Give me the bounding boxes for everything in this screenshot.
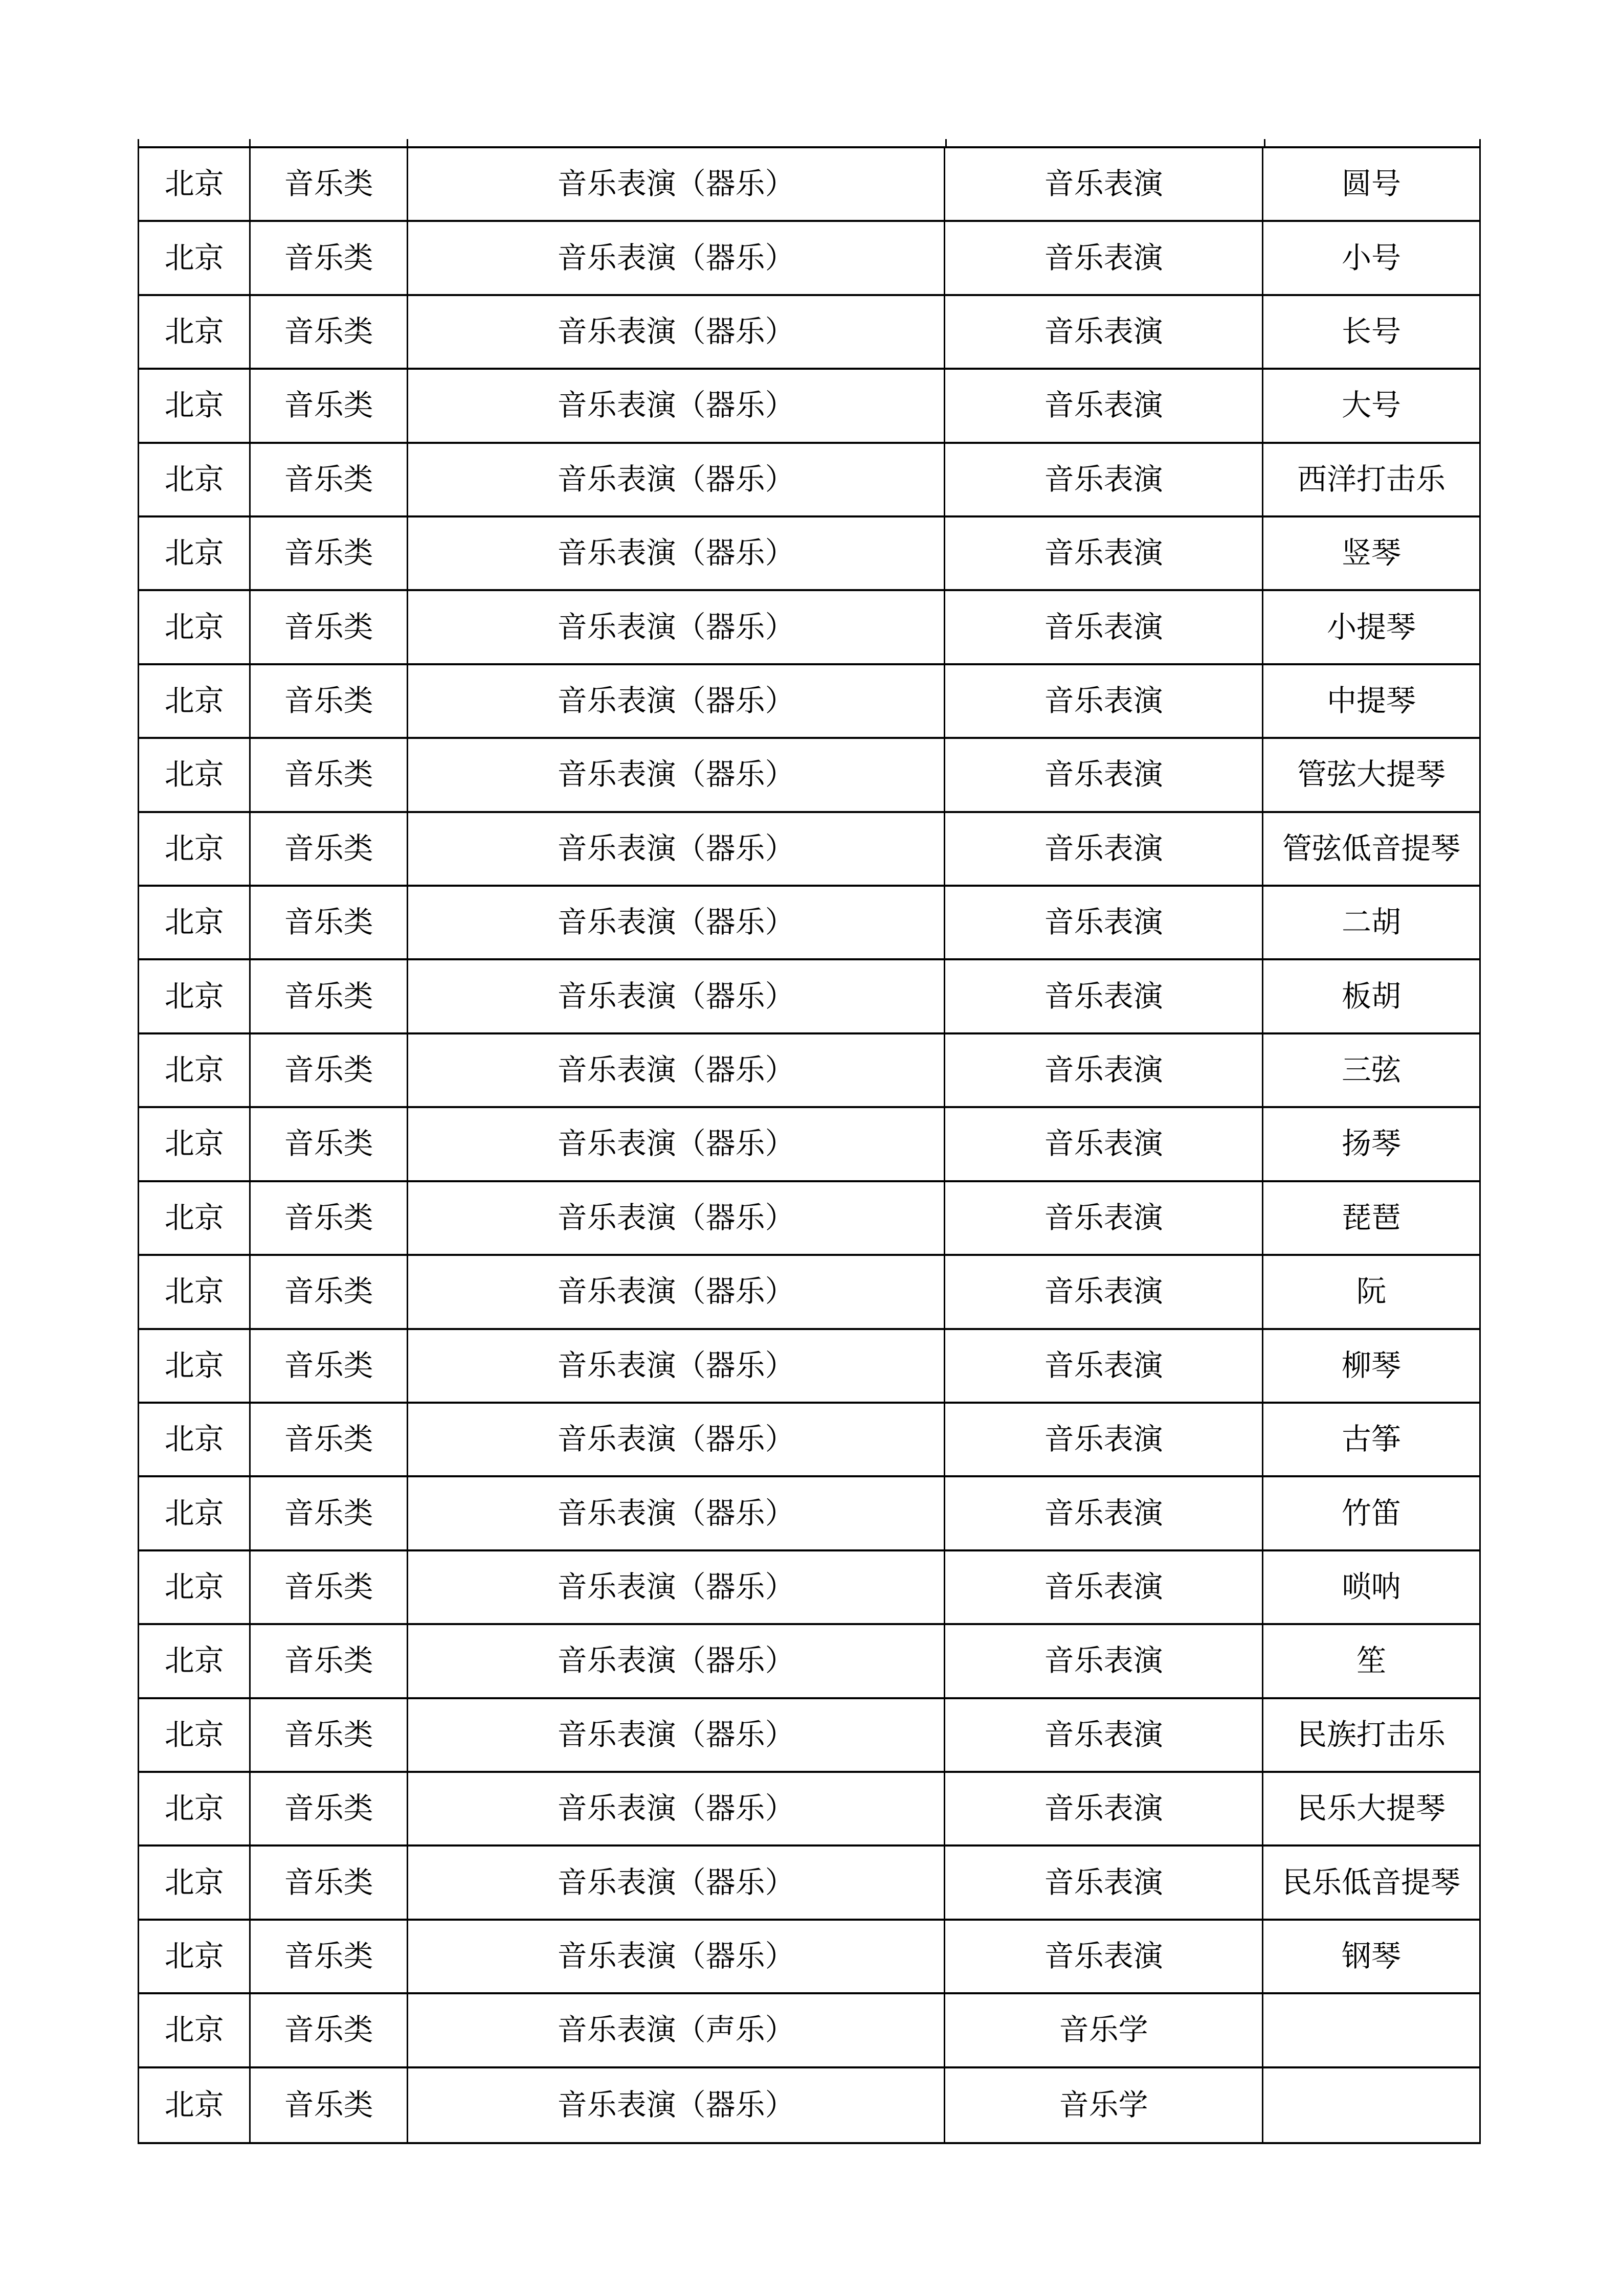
table-cell xyxy=(139,1773,251,1847)
table-cell-text: 音乐类 xyxy=(284,758,373,792)
table-cell xyxy=(139,1847,251,1920)
table-cell-text: 北京 xyxy=(164,1348,224,1382)
table-cell xyxy=(251,1404,408,1477)
table-cell-text: 音乐类 xyxy=(284,1644,373,1678)
table-cell-text: 音乐类 xyxy=(284,1423,373,1456)
table-cell xyxy=(945,960,1263,1034)
table-cell-text: 音乐表演（器乐） xyxy=(557,1865,795,1899)
table-cell xyxy=(945,1034,1263,1108)
table-cell xyxy=(945,1625,1263,1699)
table-cell-text: 北京 xyxy=(164,167,224,201)
table-cell-text: 北京 xyxy=(164,241,224,275)
table-cell xyxy=(1263,517,1479,591)
table-cell xyxy=(139,1921,251,1994)
table-cell xyxy=(251,296,408,370)
table-cell xyxy=(139,591,251,665)
table-cell-text: 音乐表演 xyxy=(1044,1496,1163,1530)
page-break-border-stub xyxy=(138,139,139,146)
table-cell-text: 音乐表演 xyxy=(1044,167,1163,201)
table-cell xyxy=(945,1330,1263,1404)
table-cell xyxy=(1263,813,1479,887)
table-cell-text: 中提琴 xyxy=(1326,684,1416,718)
page-break-border-stub xyxy=(945,139,947,146)
table-cell-text: 音乐类 xyxy=(284,1496,373,1530)
table-cell-text: 管弦低音提琴 xyxy=(1282,831,1460,865)
table-cell xyxy=(408,887,946,960)
table-cell-text: 大号 xyxy=(1341,389,1401,422)
table-cell-text: 音乐表演 xyxy=(1044,906,1163,939)
table-cell-text: 音乐表演 xyxy=(1044,241,1163,275)
table-cell xyxy=(408,1477,946,1551)
table-cell-text: 板胡 xyxy=(1341,979,1401,1013)
table-cell-text: 北京 xyxy=(164,462,224,496)
table-cell-text: 北京 xyxy=(164,2013,224,2047)
table-cell xyxy=(408,1108,946,1182)
table-cell-text: 音乐表演（器乐） xyxy=(557,1644,795,1678)
table-cell-text: 音乐表演（器乐） xyxy=(557,758,795,792)
table-cell-text: 北京 xyxy=(164,1939,224,1973)
table-cell-text: 北京 xyxy=(164,1127,224,1161)
table-cell-text: 音乐类 xyxy=(284,1053,373,1087)
table-cell xyxy=(1263,1994,1479,2068)
table-cell xyxy=(945,591,1263,665)
table-cell xyxy=(251,1477,408,1551)
table-cell xyxy=(1263,1182,1479,1256)
table-cell xyxy=(945,813,1263,887)
table-cell-text: 音乐类 xyxy=(284,1275,373,1309)
table-cell-text: 笙 xyxy=(1356,1644,1386,1678)
table-cell-text: 音乐表演（器乐） xyxy=(557,1423,795,1456)
table-cell xyxy=(408,1404,946,1477)
table-cell xyxy=(945,739,1263,813)
table-cell-text: 小号 xyxy=(1341,241,1401,275)
table-cell xyxy=(251,591,408,665)
table-cell-text: 音乐表演 xyxy=(1044,831,1163,865)
table-cell xyxy=(408,1994,946,2068)
table-cell xyxy=(139,1477,251,1551)
table-cell xyxy=(945,222,1263,296)
table-cell xyxy=(408,2068,946,2142)
table-cell xyxy=(408,1921,946,1994)
table-cell xyxy=(251,1773,408,1847)
table-cell xyxy=(139,517,251,591)
table-cell-text: 北京 xyxy=(164,1644,224,1678)
table-cell xyxy=(139,1256,251,1330)
table-cell-text: 音乐类 xyxy=(284,1792,373,1826)
table-cell-text: 音乐表演（器乐） xyxy=(557,2088,795,2122)
table-cell-text: 音乐表演（器乐） xyxy=(557,462,795,496)
table-cell-text: 北京 xyxy=(164,610,224,644)
table-cell xyxy=(945,296,1263,370)
table-cell xyxy=(945,1551,1263,1625)
table-cell xyxy=(408,739,946,813)
table-cell xyxy=(1263,1330,1479,1404)
table-cell xyxy=(408,517,946,591)
table-cell-text: 音乐类 xyxy=(284,2088,373,2122)
table-cell-text: 北京 xyxy=(164,1275,224,1309)
table-cell-text: 音乐类 xyxy=(284,167,373,201)
table-cell-text: 音乐表演（器乐） xyxy=(557,1348,795,1382)
table-cell xyxy=(251,1551,408,1625)
table-cell xyxy=(408,665,946,739)
admission-table xyxy=(138,146,1481,2144)
table-cell xyxy=(1263,1256,1479,1330)
table-cell xyxy=(139,1404,251,1477)
table-cell-text: 音乐类 xyxy=(284,536,373,570)
table-cell xyxy=(251,1625,408,1699)
table-cell xyxy=(408,1551,946,1625)
table-cell-text: 音乐表演（器乐） xyxy=(557,1127,795,1161)
page-break-border-stub xyxy=(1264,139,1265,146)
table-cell xyxy=(1263,444,1479,517)
table-cell-text: 音乐表演（器乐） xyxy=(557,241,795,275)
table-cell xyxy=(251,148,408,222)
table-cell-text: 扬琴 xyxy=(1341,1127,1401,1161)
table-cell xyxy=(945,148,1263,222)
table-cell xyxy=(945,1404,1263,1477)
table-cell-text: 音乐表演 xyxy=(1044,684,1163,718)
table-cell-text: 北京 xyxy=(164,1570,224,1604)
table-cell-text: 音乐表演（器乐） xyxy=(557,1718,795,1751)
table-cell-text: 北京 xyxy=(164,1423,224,1456)
table-cell-text: 长号 xyxy=(1341,315,1401,349)
table-cell xyxy=(139,148,251,222)
table-cell-text: 音乐类 xyxy=(284,1127,373,1161)
table-cell-text: 音乐表演（器乐） xyxy=(557,1275,795,1309)
table-cell-text: 音乐表演 xyxy=(1044,1127,1163,1161)
table-cell-text: 音乐表演 xyxy=(1044,1644,1163,1678)
table-cell xyxy=(251,222,408,296)
table-cell-text: 音乐表演 xyxy=(1044,315,1163,349)
table-cell xyxy=(251,2068,408,2142)
table-cell xyxy=(408,1847,946,1920)
table-cell xyxy=(1263,370,1479,443)
table-cell-text: 音乐类 xyxy=(284,684,373,718)
table-cell-text: 音乐类 xyxy=(284,241,373,275)
table-cell xyxy=(1263,1477,1479,1551)
table-cell-text: 音乐表演（器乐） xyxy=(557,1053,795,1087)
table-cell-text: 音乐学 xyxy=(1059,2088,1148,2122)
table-cell xyxy=(139,1994,251,2068)
table-cell-text: 音乐表演 xyxy=(1044,1201,1163,1234)
table-cell xyxy=(945,665,1263,739)
table-cell-text: 音乐类 xyxy=(284,1570,373,1604)
table-cell xyxy=(251,1699,408,1773)
table-cell xyxy=(139,1625,251,1699)
table-cell xyxy=(945,1182,1263,1256)
table-cell xyxy=(945,2068,1263,2142)
table-cell-text: 北京 xyxy=(164,1718,224,1751)
table-cell xyxy=(139,887,251,960)
table-cell xyxy=(251,517,408,591)
table-cell xyxy=(1263,1921,1479,1994)
table-cell-text: 竖琴 xyxy=(1341,536,1401,570)
table-cell-text: 民乐低音提琴 xyxy=(1282,1865,1460,1899)
table-cell-text: 音乐表演（器乐） xyxy=(557,979,795,1013)
table-cell-text: 音乐表演（器乐） xyxy=(557,831,795,865)
table-cell xyxy=(1263,1847,1479,1920)
table-cell-text: 民族打击乐 xyxy=(1297,1718,1445,1751)
table-cell-text: 北京 xyxy=(164,1792,224,1826)
table-cell xyxy=(1263,665,1479,739)
table-cell-text: 音乐类 xyxy=(284,906,373,939)
table-cell-text: 音乐表演 xyxy=(1044,610,1163,644)
table-cell-text: 钢琴 xyxy=(1341,1939,1401,1973)
table-cell xyxy=(139,1108,251,1182)
page-break-border-stub xyxy=(1479,139,1481,146)
table-cell xyxy=(1263,296,1479,370)
table-cell xyxy=(251,1182,408,1256)
table-cell-text: 音乐表演（器乐） xyxy=(557,1496,795,1530)
table-cell xyxy=(945,1256,1263,1330)
table-cell-text: 柳琴 xyxy=(1341,1348,1401,1382)
table-cell-text: 音乐表演 xyxy=(1044,462,1163,496)
table-cell-text: 音乐表演（器乐） xyxy=(557,1570,795,1604)
table-cell-text: 音乐类 xyxy=(284,831,373,865)
table-cell-text: 音乐表演 xyxy=(1044,1053,1163,1087)
table-cell-text: 音乐类 xyxy=(284,2013,373,2047)
table-cell-text: 音乐表演 xyxy=(1044,1423,1163,1456)
table-cell-text: 琵琶 xyxy=(1341,1201,1401,1234)
table-cell xyxy=(139,222,251,296)
table-cell-text: 音乐表演（器乐） xyxy=(557,610,795,644)
table-cell-text: 北京 xyxy=(164,831,224,865)
table-cell-text: 北京 xyxy=(164,1201,224,1234)
table-cell xyxy=(1263,739,1479,813)
table-cell xyxy=(1263,887,1479,960)
table-cell-text: 北京 xyxy=(164,979,224,1013)
table-cell-text: 北京 xyxy=(164,2088,224,2122)
table-cell-text: 音乐表演（器乐） xyxy=(557,536,795,570)
table-cell xyxy=(139,813,251,887)
table-cell xyxy=(408,1773,946,1847)
table-cell xyxy=(1263,222,1479,296)
table-cell-text: 音乐表演 xyxy=(1044,536,1163,570)
table-cell xyxy=(139,1034,251,1108)
table-cell-text: 音乐表演（器乐） xyxy=(557,1792,795,1826)
table-cell-text: 音乐表演 xyxy=(1044,1865,1163,1899)
table-cell xyxy=(1263,148,1479,222)
table-cell-text: 音乐类 xyxy=(284,1939,373,1973)
table-cell-text: 音乐表演 xyxy=(1044,758,1163,792)
table-cell xyxy=(945,370,1263,443)
table-cell xyxy=(251,813,408,887)
table-cell-text: 音乐学 xyxy=(1059,2013,1148,2047)
table-cell-text: 音乐类 xyxy=(284,1718,373,1751)
table-cell xyxy=(408,591,946,665)
table-cell xyxy=(408,1034,946,1108)
table-cell-text: 阮 xyxy=(1356,1275,1386,1309)
table-cell-text: 音乐表演 xyxy=(1044,1792,1163,1826)
table-cell-text: 音乐表演（声乐） xyxy=(557,2013,795,2047)
table-cell xyxy=(945,517,1263,591)
table-cell xyxy=(945,1699,1263,1773)
table-cell xyxy=(408,148,946,222)
table-cell-text: 二胡 xyxy=(1341,906,1401,939)
table-cell xyxy=(1263,1108,1479,1182)
table-cell xyxy=(1263,591,1479,665)
table-cell-text: 竹笛 xyxy=(1341,1496,1401,1530)
table-cell xyxy=(1263,1773,1479,1847)
table-cell-text: 音乐表演（器乐） xyxy=(557,389,795,422)
table-cell xyxy=(408,813,946,887)
table-cell-text: 音乐表演 xyxy=(1044,979,1163,1013)
table-cell xyxy=(139,665,251,739)
table-cell xyxy=(139,1699,251,1773)
table-cell xyxy=(945,444,1263,517)
table-cell xyxy=(945,1108,1263,1182)
table-cell xyxy=(251,1330,408,1404)
table-cell-text: 西洋打击乐 xyxy=(1297,462,1445,496)
table-cell-text: 北京 xyxy=(164,758,224,792)
table-cell-text: 音乐表演（器乐） xyxy=(557,684,795,718)
table-cell xyxy=(408,370,946,443)
table-cell xyxy=(251,665,408,739)
table-cell xyxy=(139,370,251,443)
table-cell-text: 北京 xyxy=(164,684,224,718)
table-cell xyxy=(251,1847,408,1920)
table-cell-text: 北京 xyxy=(164,906,224,939)
table-cell-text: 音乐表演 xyxy=(1044,1939,1163,1973)
table-cell-text: 北京 xyxy=(164,315,224,349)
table-cell xyxy=(408,960,946,1034)
table-cell xyxy=(139,444,251,517)
table-cell xyxy=(945,887,1263,960)
table-cell-text: 音乐表演（器乐） xyxy=(557,315,795,349)
table-cell-text: 唢呐 xyxy=(1341,1570,1401,1604)
table-cell xyxy=(408,1182,946,1256)
table-cell xyxy=(1263,1625,1479,1699)
table-cell-text: 北京 xyxy=(164,1865,224,1899)
table-cell-text: 北京 xyxy=(164,389,224,422)
table-cell xyxy=(251,1256,408,1330)
table-cell-text: 音乐类 xyxy=(284,315,373,349)
table-cell-text: 管弦大提琴 xyxy=(1297,758,1445,792)
table-cell xyxy=(945,1477,1263,1551)
table-cell-text: 音乐类 xyxy=(284,462,373,496)
table-cell-text: 音乐表演（器乐） xyxy=(557,1201,795,1234)
table-cell xyxy=(945,1994,1263,2068)
table-cell xyxy=(251,370,408,443)
table-cell-text: 音乐表演（器乐） xyxy=(557,906,795,939)
table-cell xyxy=(251,444,408,517)
table-cell-text: 音乐表演 xyxy=(1044,1275,1163,1309)
table-cell xyxy=(139,1330,251,1404)
table-cell-text: 音乐类 xyxy=(284,979,373,1013)
table-cell xyxy=(139,960,251,1034)
table-cell-text: 音乐表演（器乐） xyxy=(557,1939,795,1973)
page-break-border-stub xyxy=(249,139,251,146)
table-cell-text: 音乐类 xyxy=(284,610,373,644)
table-cell-text: 小提琴 xyxy=(1326,610,1416,644)
table-cell-text: 音乐表演（器乐） xyxy=(557,167,795,201)
table-cell xyxy=(1263,1034,1479,1108)
table-cell-text: 三弦 xyxy=(1341,1053,1401,1087)
table-cell xyxy=(251,1921,408,1994)
table-cell xyxy=(1263,960,1479,1034)
table-cell-text: 民乐大提琴 xyxy=(1297,1792,1445,1826)
table-cell xyxy=(408,296,946,370)
table-cell-text: 北京 xyxy=(164,1053,224,1087)
table-cell xyxy=(251,1034,408,1108)
table-cell-text: 音乐表演 xyxy=(1044,389,1163,422)
table-cell xyxy=(945,1847,1263,1920)
table-cell-text: 音乐表演 xyxy=(1044,1570,1163,1604)
table-cell-text: 古筝 xyxy=(1341,1423,1401,1456)
table-cell xyxy=(408,1699,946,1773)
table-cell-text: 音乐表演 xyxy=(1044,1718,1163,1751)
table-cell xyxy=(1263,2068,1479,2142)
table-cell xyxy=(1263,1551,1479,1625)
table-cell xyxy=(408,1256,946,1330)
table-cell xyxy=(1263,1699,1479,1773)
table-cell-text: 北京 xyxy=(164,536,224,570)
table-cell-text: 音乐类 xyxy=(284,389,373,422)
table-cell xyxy=(251,887,408,960)
page-break-border-stub xyxy=(407,139,408,146)
table-cell xyxy=(408,222,946,296)
table-cell xyxy=(139,296,251,370)
table-cell-text: 圆号 xyxy=(1341,167,1401,201)
table-cell xyxy=(1263,1404,1479,1477)
table-cell xyxy=(408,1330,946,1404)
table-cell xyxy=(139,1551,251,1625)
table-cell-text: 音乐类 xyxy=(284,1348,373,1382)
table-cell xyxy=(945,1921,1263,1994)
table-cell-text: 音乐类 xyxy=(284,1201,373,1234)
table-cell xyxy=(139,2068,251,2142)
table-cell xyxy=(139,1182,251,1256)
table-cell xyxy=(251,739,408,813)
table-cell xyxy=(945,1773,1263,1847)
table-cell xyxy=(408,1625,946,1699)
table-cell xyxy=(139,739,251,813)
table-cell-text: 北京 xyxy=(164,1496,224,1530)
table-cell xyxy=(251,1108,408,1182)
table-cell xyxy=(251,960,408,1034)
table-cell xyxy=(408,444,946,517)
table-cell xyxy=(251,1994,408,2068)
table-cell-text: 音乐表演 xyxy=(1044,1348,1163,1382)
table-cell-text: 音乐类 xyxy=(284,1865,373,1899)
